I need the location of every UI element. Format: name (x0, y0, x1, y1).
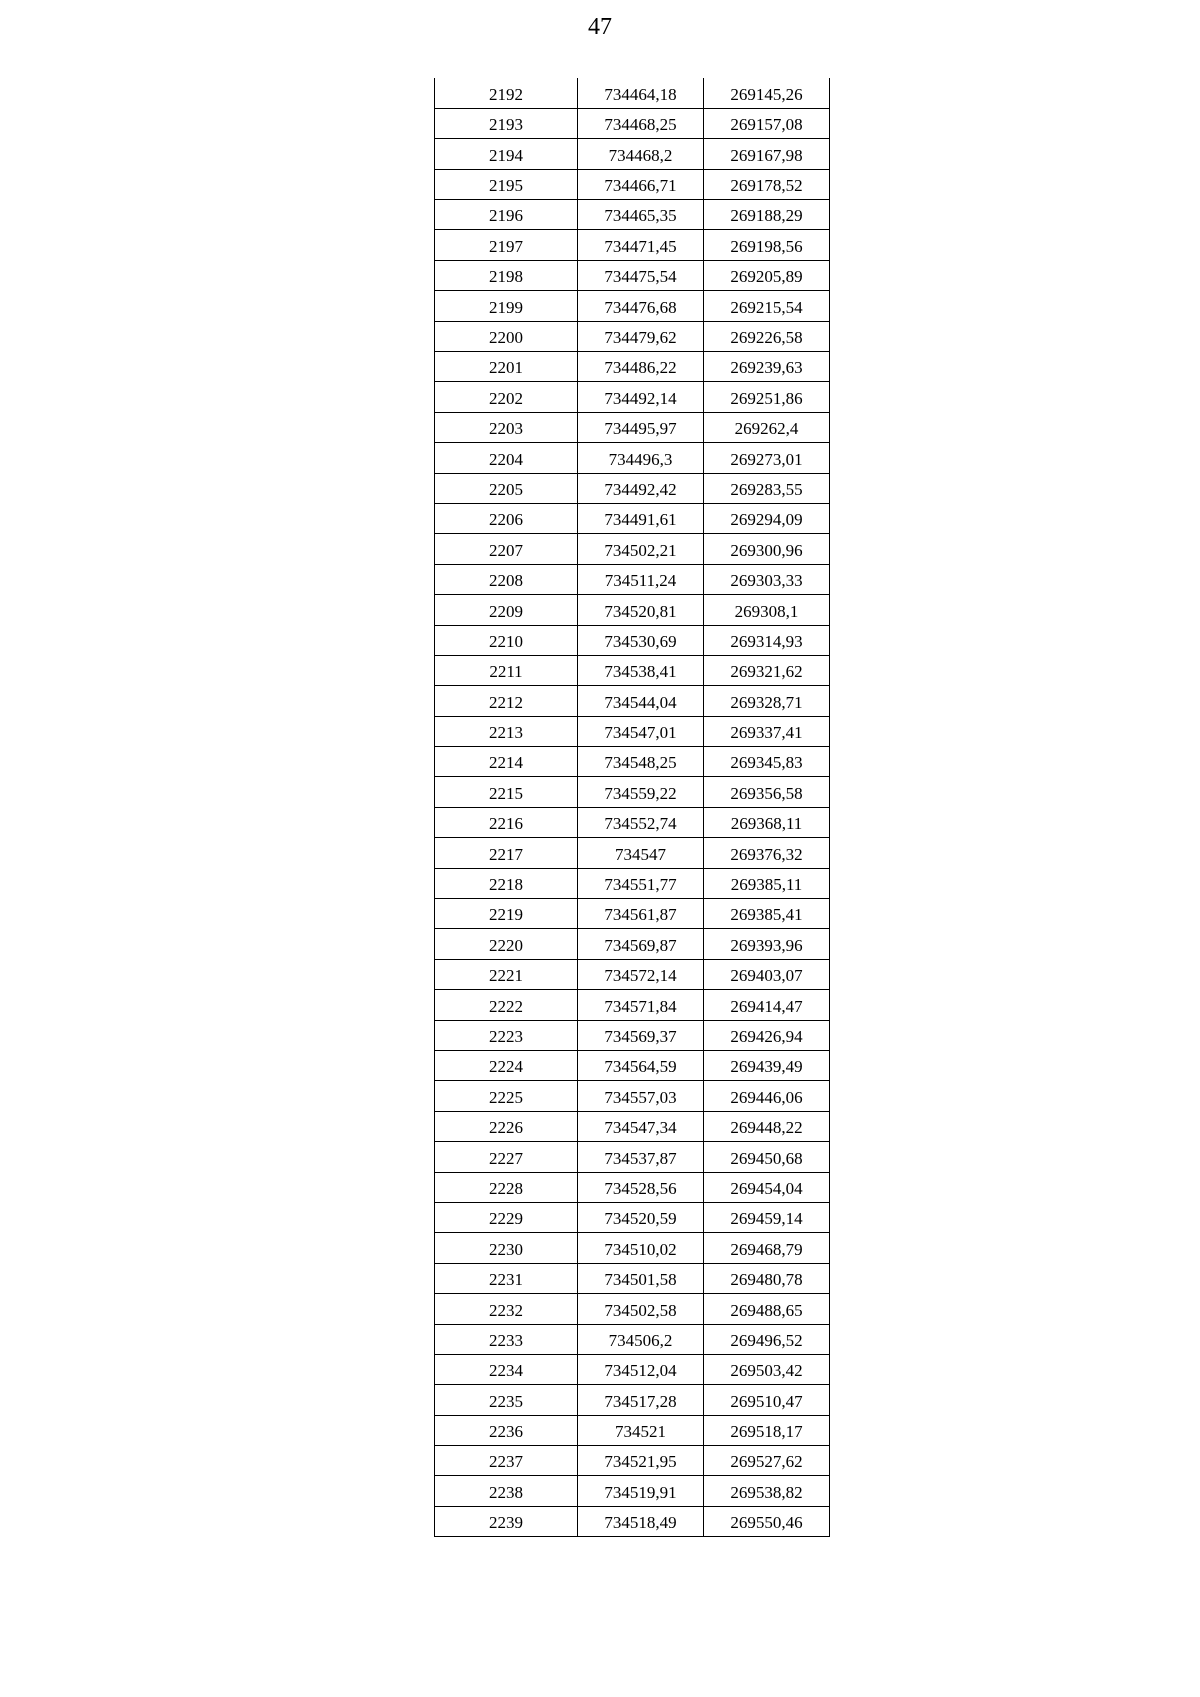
table-row (435, 534, 830, 564)
y-coordinate-cell: 269226,58 (704, 321, 830, 351)
y-coordinate-cell: 269385,11 (704, 868, 830, 898)
y-coordinate-cell: 269345,83 (704, 747, 830, 777)
table-row (435, 655, 830, 685)
point-number-cell: 2201 (435, 352, 578, 382)
table-row (435, 1020, 830, 1050)
y-coordinate-cell: 269480,78 (704, 1263, 830, 1293)
point-number-cell: 2217 (435, 838, 578, 868)
x-coordinate-cell: 734519,91 (578, 1476, 704, 1506)
table-row (435, 686, 830, 716)
x-coordinate-cell: 734511,24 (578, 564, 704, 594)
y-coordinate-cell: 269454,04 (704, 1172, 830, 1202)
x-coordinate-cell: 734479,62 (578, 321, 704, 351)
table-row (435, 352, 830, 382)
y-coordinate-cell: 269450,68 (704, 1142, 830, 1172)
x-coordinate-cell: 734501,58 (578, 1263, 704, 1293)
table-row (435, 1476, 830, 1506)
x-coordinate-cell: 734547,01 (578, 716, 704, 746)
y-coordinate-cell: 269283,55 (704, 473, 830, 503)
x-coordinate-cell: 734491,61 (578, 503, 704, 533)
x-coordinate-cell: 734495,97 (578, 412, 704, 442)
point-number-cell: 2203 (435, 412, 578, 442)
y-coordinate-cell: 269385,41 (704, 899, 830, 929)
x-coordinate-cell: 734552,74 (578, 807, 704, 837)
y-coordinate-cell: 269314,93 (704, 625, 830, 655)
y-coordinate-cell: 269251,86 (704, 382, 830, 412)
table-row (435, 899, 830, 929)
y-coordinate-cell: 269448,22 (704, 1111, 830, 1141)
table-row (435, 321, 830, 351)
table-row (435, 1202, 830, 1232)
y-coordinate-cell: 269178,52 (704, 169, 830, 199)
x-coordinate-cell: 734517,28 (578, 1385, 704, 1415)
point-number-cell: 2213 (435, 716, 578, 746)
x-coordinate-cell: 734464,18 (578, 78, 704, 108)
table-row (435, 169, 830, 199)
point-number-cell: 2231 (435, 1263, 578, 1293)
y-coordinate-cell: 269157,08 (704, 108, 830, 138)
y-coordinate-cell: 269239,63 (704, 352, 830, 382)
page-number: 47 (588, 14, 612, 40)
point-number-cell: 2238 (435, 1476, 578, 1506)
table-row (435, 1111, 830, 1141)
y-coordinate-cell: 269188,29 (704, 200, 830, 230)
point-number-cell: 2198 (435, 260, 578, 290)
table-row (435, 260, 830, 290)
y-coordinate-cell: 269527,62 (704, 1446, 830, 1476)
x-coordinate-cell: 734547,34 (578, 1111, 704, 1141)
y-coordinate-cell: 269426,94 (704, 1020, 830, 1050)
x-coordinate-cell: 734521 (578, 1415, 704, 1445)
table-row (435, 564, 830, 594)
x-coordinate-cell: 734572,14 (578, 959, 704, 989)
point-number-cell: 2212 (435, 686, 578, 716)
x-coordinate-cell: 734465,35 (578, 200, 704, 230)
x-coordinate-cell: 734520,81 (578, 595, 704, 625)
point-number-cell: 2222 (435, 990, 578, 1020)
point-number-cell: 2226 (435, 1111, 578, 1141)
x-coordinate-cell: 734512,04 (578, 1354, 704, 1384)
x-coordinate-cell: 734571,84 (578, 990, 704, 1020)
table-row (435, 1354, 830, 1384)
x-coordinate-cell: 734518,49 (578, 1506, 704, 1536)
y-coordinate-cell: 269205,89 (704, 260, 830, 290)
x-coordinate-cell: 734551,77 (578, 868, 704, 898)
table-row (435, 443, 830, 473)
point-number-cell: 2208 (435, 564, 578, 594)
point-number-cell: 2229 (435, 1202, 578, 1232)
point-number-cell: 2210 (435, 625, 578, 655)
table-row (435, 139, 830, 169)
table-row (435, 1506, 830, 1536)
table-row (435, 929, 830, 959)
table-row (435, 595, 830, 625)
x-coordinate-cell: 734468,25 (578, 108, 704, 138)
table-row (435, 990, 830, 1020)
table-row (435, 1446, 830, 1476)
point-number-cell: 2209 (435, 595, 578, 625)
table-row (435, 959, 830, 989)
x-coordinate-cell: 734492,42 (578, 473, 704, 503)
y-coordinate-cell: 269145,26 (704, 78, 830, 108)
x-coordinate-cell: 734520,59 (578, 1202, 704, 1232)
point-number-cell: 2234 (435, 1354, 578, 1384)
x-coordinate-cell: 734502,58 (578, 1294, 704, 1324)
point-number-cell: 2233 (435, 1324, 578, 1354)
table-row (435, 807, 830, 837)
x-coordinate-cell: 734521,95 (578, 1446, 704, 1476)
point-number-cell: 2215 (435, 777, 578, 807)
point-number-cell: 2230 (435, 1233, 578, 1263)
y-coordinate-cell: 269356,58 (704, 777, 830, 807)
point-number-cell: 2225 (435, 1081, 578, 1111)
point-number-cell: 2193 (435, 108, 578, 138)
y-coordinate-cell: 269510,47 (704, 1385, 830, 1415)
x-coordinate-cell: 734466,71 (578, 169, 704, 199)
coordinates-table (434, 78, 830, 1537)
x-coordinate-cell: 734557,03 (578, 1081, 704, 1111)
point-number-cell: 2221 (435, 959, 578, 989)
point-number-cell: 2202 (435, 382, 578, 412)
point-number-cell: 2232 (435, 1294, 578, 1324)
y-coordinate-cell: 269518,17 (704, 1415, 830, 1445)
point-number-cell: 2196 (435, 200, 578, 230)
point-number-cell: 2194 (435, 139, 578, 169)
y-coordinate-cell: 269337,41 (704, 716, 830, 746)
x-coordinate-cell: 734569,37 (578, 1020, 704, 1050)
coordinates-table-body (435, 78, 830, 1537)
y-coordinate-cell: 269328,71 (704, 686, 830, 716)
y-coordinate-cell: 269403,07 (704, 959, 830, 989)
point-number-cell: 2211 (435, 655, 578, 685)
point-number-cell: 2207 (435, 534, 578, 564)
y-coordinate-cell: 269496,52 (704, 1324, 830, 1354)
point-number-cell: 2205 (435, 473, 578, 503)
table-row (435, 868, 830, 898)
y-coordinate-cell: 269368,11 (704, 807, 830, 837)
table-row (435, 1263, 830, 1293)
x-coordinate-cell: 734569,87 (578, 929, 704, 959)
y-coordinate-cell: 269376,32 (704, 838, 830, 868)
point-number-cell: 2195 (435, 169, 578, 199)
table-row (435, 473, 830, 503)
table-row (435, 382, 830, 412)
x-coordinate-cell: 734561,87 (578, 899, 704, 929)
x-coordinate-cell: 734502,21 (578, 534, 704, 564)
point-number-cell: 2204 (435, 443, 578, 473)
x-coordinate-cell: 734564,59 (578, 1051, 704, 1081)
y-coordinate-cell: 269414,47 (704, 990, 830, 1020)
y-coordinate-cell: 269393,96 (704, 929, 830, 959)
y-coordinate-cell: 269488,65 (704, 1294, 830, 1324)
y-coordinate-cell: 269550,46 (704, 1506, 830, 1536)
point-number-cell: 2197 (435, 230, 578, 260)
table-row (435, 200, 830, 230)
point-number-cell: 2228 (435, 1172, 578, 1202)
y-coordinate-cell: 269308,1 (704, 595, 830, 625)
x-coordinate-cell: 734475,54 (578, 260, 704, 290)
y-coordinate-cell: 269262,4 (704, 412, 830, 442)
point-number-cell: 2218 (435, 868, 578, 898)
point-number-cell: 2236 (435, 1415, 578, 1445)
point-number-cell: 2220 (435, 929, 578, 959)
y-coordinate-cell: 269503,42 (704, 1354, 830, 1384)
point-number-cell: 2237 (435, 1446, 578, 1476)
y-coordinate-cell: 269321,62 (704, 655, 830, 685)
x-coordinate-cell: 734468,2 (578, 139, 704, 169)
y-coordinate-cell: 269294,09 (704, 503, 830, 533)
table-row (435, 1324, 830, 1354)
table-row (435, 291, 830, 321)
table-row (435, 108, 830, 138)
y-coordinate-cell: 269300,96 (704, 534, 830, 564)
table-row (435, 1051, 830, 1081)
x-coordinate-cell: 734510,02 (578, 1233, 704, 1263)
point-number-cell: 2219 (435, 899, 578, 929)
y-coordinate-cell: 269439,49 (704, 1051, 830, 1081)
table-row (435, 1415, 830, 1445)
point-number-cell: 2227 (435, 1142, 578, 1172)
point-number-cell: 2223 (435, 1020, 578, 1050)
x-coordinate-cell: 734559,22 (578, 777, 704, 807)
table-row (435, 777, 830, 807)
y-coordinate-cell: 269468,79 (704, 1233, 830, 1263)
x-coordinate-cell: 734547 (578, 838, 704, 868)
table-row (435, 716, 830, 746)
table-row (435, 1172, 830, 1202)
x-coordinate-cell: 734544,04 (578, 686, 704, 716)
point-number-cell: 2239 (435, 1506, 578, 1536)
table-row (435, 747, 830, 777)
y-coordinate-cell: 269446,06 (704, 1081, 830, 1111)
point-number-cell: 2199 (435, 291, 578, 321)
y-coordinate-cell: 269167,98 (704, 139, 830, 169)
y-coordinate-cell: 269273,01 (704, 443, 830, 473)
table-row (435, 78, 830, 108)
y-coordinate-cell: 269538,82 (704, 1476, 830, 1506)
table-row (435, 1294, 830, 1324)
point-number-cell: 2214 (435, 747, 578, 777)
x-coordinate-cell: 734537,87 (578, 1142, 704, 1172)
point-number-cell: 2200 (435, 321, 578, 351)
point-number-cell: 2206 (435, 503, 578, 533)
x-coordinate-cell: 734486,22 (578, 352, 704, 382)
x-coordinate-cell: 734528,56 (578, 1172, 704, 1202)
x-coordinate-cell: 734530,69 (578, 625, 704, 655)
point-number-cell: 2235 (435, 1385, 578, 1415)
point-number-cell: 2192 (435, 78, 578, 108)
table-row (435, 1142, 830, 1172)
table-row (435, 1233, 830, 1263)
x-coordinate-cell: 734492,14 (578, 382, 704, 412)
table-row (435, 503, 830, 533)
x-coordinate-cell: 734476,68 (578, 291, 704, 321)
table-row (435, 1385, 830, 1415)
x-coordinate-cell: 734548,25 (578, 747, 704, 777)
x-coordinate-cell: 734496,3 (578, 443, 704, 473)
y-coordinate-cell: 269215,54 (704, 291, 830, 321)
table-row (435, 838, 830, 868)
table-row (435, 412, 830, 442)
x-coordinate-cell: 734538,41 (578, 655, 704, 685)
table-row (435, 1081, 830, 1111)
table-row (435, 230, 830, 260)
table-row (435, 625, 830, 655)
x-coordinate-cell: 734471,45 (578, 230, 704, 260)
y-coordinate-cell: 269303,33 (704, 564, 830, 594)
x-coordinate-cell: 734506,2 (578, 1324, 704, 1354)
y-coordinate-cell: 269198,56 (704, 230, 830, 260)
y-coordinate-cell: 269459,14 (704, 1202, 830, 1232)
point-number-cell: 2224 (435, 1051, 578, 1081)
point-number-cell: 2216 (435, 807, 578, 837)
